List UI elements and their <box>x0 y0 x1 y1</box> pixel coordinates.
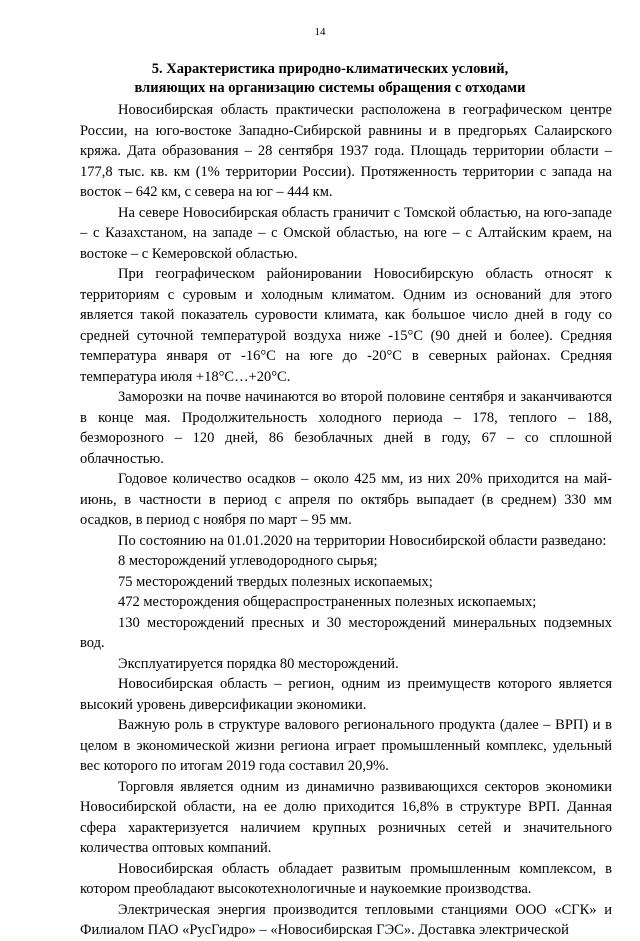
paragraph-trade: Торговля является одним из динамично развивающихся секторов экономики Новосибирской области, на ее долю приходится 16,8% в структуре ВРП. Данная сфера характеризуется наличием крупных розничных сетей и значительного количества оптовых компаний. <box>80 778 612 856</box>
list-item-hydrocarbon: 8 месторождений углеводородного сырья; <box>118 553 378 569</box>
paragraph-borders: На севере Новосибирская область граничит с Томской областью, на юго-западе – с Казахстаном, на западе – с Омской областью, на юге – с Алтайским краем, на востоке – с Кемеровской областью. <box>80 204 612 262</box>
paragraph-grp-industry: Важную роль в структуре валового регионального продукта (далее – ВРП) и в целом в экономической жизни региона играет промышленный комплекс, удельный вес которого по итогам 2019 года составил 20,9%. <box>80 717 612 774</box>
page-number: 14 <box>314 26 326 38</box>
document-body <box>80 100 612 941</box>
section-heading-line-1: 5. Характеристика природно-климатических условий, <box>151 61 509 77</box>
paragraph-climate: При географическом районировании Новосибирскую область относят к территориям с суровым и холодным климатом. Одним из оснований для этого является такой показатель суровости климата, как большое число дней в году со средней суточной температурой воздуха ниже -15°C (90 дней и более). Средняя температура января от -16°C на юге до -20°C в северных районах. Средняя температура июля +18°C…+20°C. <box>80 266 612 385</box>
list-item-groundwater: 130 месторождений пресных и 30 месторождений минеральных подземных вод. <box>80 614 612 651</box>
section-heading-line-2: влияющих на организацию системы обращения с отходами <box>134 80 526 96</box>
list-item-common-minerals: 472 месторождения общераспространенных полезных ископаемых; <box>118 594 537 610</box>
paragraph-industry: Новосибирская область обладает развитым промышленным комплексом, в котором преобладают высокотехнологичные и наукоемкие производства. <box>80 860 612 897</box>
paragraph-electricity: Электрическая энергия производится тепловыми станциями ООО «СГК» и Филиалом ПАО «РусГидро» – «Новосибирская ГЭС». Доставка электрической <box>80 901 612 938</box>
list-item-solid-minerals: 75 месторождений твердых полезных ископаемых; <box>118 573 433 590</box>
paragraph-exploitation: Эксплуатируется порядка 80 месторождений. <box>118 655 399 672</box>
paragraph-deposits-intro: По состоянию на 01.01.2020 на территории Новосибирской области разведано: <box>118 532 607 549</box>
section-heading <box>60 60 600 98</box>
paragraph-frosts: Заморозки на почве начинаются во второй половине сентября и заканчиваются в конце мая. Продолжительность холодного периода – 178, теплого – 188, безморозного – 120 дней, 86 безоблачных дней в году, 67 – со сплошной облачностью. <box>80 389 612 467</box>
paragraph-location: Новосибирская область практически расположена в географическом центре России, на юго-востоке Западно-Сибирской равнины и в предгорьях Салаирского кряжа. Дата образования – 28 сентября 1937 года. Площадь территории области – 177,8 тыс. кв. км (1% территории России). Протяженность территории с запада на восток – 642 км, с севера на юг – 444 км. <box>80 102 612 200</box>
paragraph-precipitation: Годовое количество осадков – около 425 мм, из них 20% приходится на май-июнь, в частности в период с апреля по октябрь выпадает (в среднем) 330 мм осадков, в период с ноября по март – 95 мм. <box>80 471 612 528</box>
paragraph-economy: Новосибирская область – регион, одним из преимуществ которого является высокий уровень диверсификации экономики. <box>80 676 612 713</box>
